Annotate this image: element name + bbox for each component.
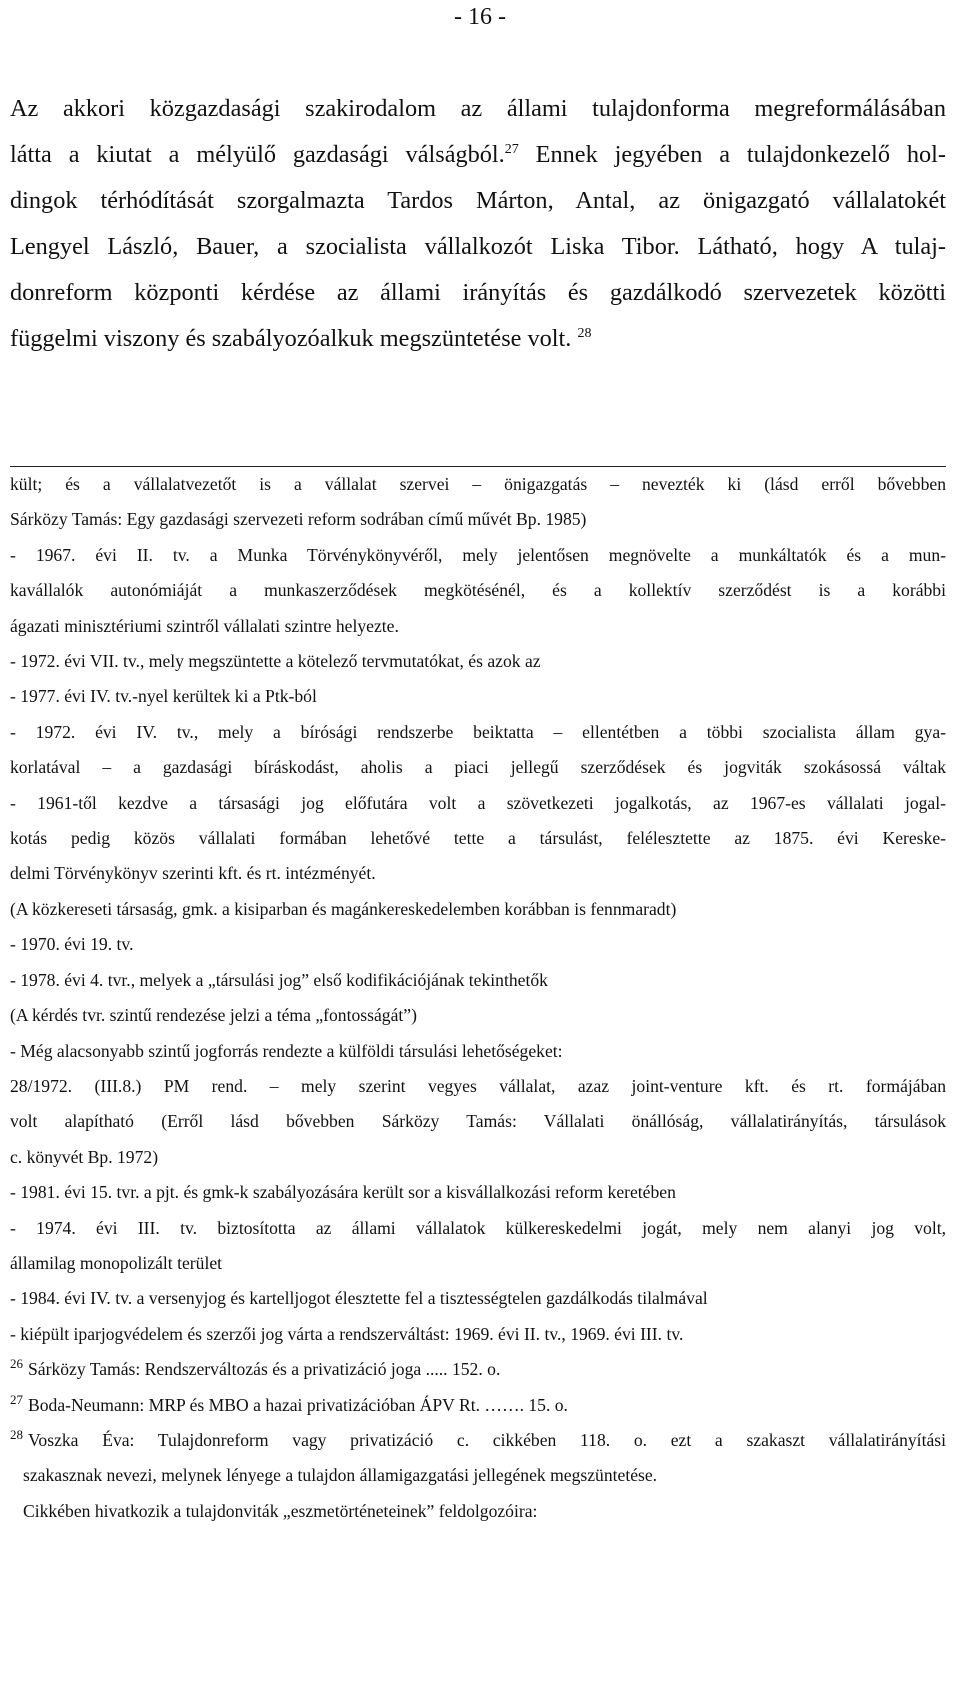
footnote-ref[interactable]: 28 bbox=[577, 325, 592, 341]
footnote-item bbox=[10, 1352, 946, 1387]
footnote-text: Sárközy Tamás: Rendszerváltozás és a privatizáció joga ..... 152. o. bbox=[28, 1359, 501, 1380]
footnote-ref[interactable]: 27 bbox=[504, 141, 519, 157]
footnote-text: (A közkereseti társaság, gmk. a kisiparban és magánkereskedelemben korábban is fennmaradt) bbox=[10, 898, 677, 919]
footnote-text: kült; és a vállalatvezetőt is a vállalat szervei – önigazgatás – nevezték ki (lásd erről bővebben bbox=[10, 474, 946, 494]
footnote-line bbox=[10, 750, 946, 785]
main-line: dingok térhódítását szorgalmazta Tardos Márton, Antal, az önigazgató vállalatokét bbox=[10, 187, 946, 214]
footnote-text: Boda-Neumann: MRP és MBO a hazai privatizációban ÁPV Rt. ……. 15. o. bbox=[28, 1394, 568, 1415]
footnote-text: delmi Törvénykönyv szerinti kft. és rt. intézményét. bbox=[10, 863, 376, 884]
footnote-line bbox=[10, 609, 946, 644]
footnote-text: - 1972. évi IV. tv., mely a bírósági rendszerbe beiktatta – ellentétben a többi szocialista állam gya- bbox=[10, 721, 946, 742]
footnote-item bbox=[10, 1388, 946, 1423]
main-line: donreform központi kérdése az állami irányítás és gazdálkodó szervezetek közötti bbox=[10, 279, 946, 306]
footnote-line bbox=[10, 1104, 946, 1139]
footnote-number: 26 bbox=[10, 1356, 23, 1372]
page-number: - 16 - bbox=[454, 4, 506, 30]
footnote-text: - 1981. évi 15. tvr. a pjt. és gmk-k szabályozására került sor a kisvállalkozási reform keretében bbox=[10, 1182, 676, 1203]
main-line: Az akkori közgazdasági szakirodalom az állami tulajdonforma megreformálásában bbox=[10, 95, 946, 122]
footnote-line bbox=[10, 502, 946, 537]
footnote-text: államilag monopolizált terület bbox=[10, 1252, 223, 1273]
footnote-text: Cikkében hivatkozik a tulajdonviták „eszmetörténeteinek” feldolgozóira: bbox=[23, 1500, 538, 1521]
main-line: látta a kiutat a mélyülő gazdasági válságból.$^{27}$ Ennek jegyében a tulajdonkezelő hol- bbox=[10, 141, 947, 168]
footnote-text: - 1978. évi 4. tvr., melyek a „társulási jog” első kodifikációjának tekinthetők bbox=[10, 969, 548, 990]
footnote-line bbox=[10, 1069, 946, 1104]
footnote-text: volt alapítható (Erről lásd bővebben Sárközy Tamás: Vállalati önállóság, vállalatirányítás, társulások bbox=[10, 1111, 946, 1132]
main-paragraph bbox=[10, 86, 946, 362]
main-line: Lengyel László, Bauer, a szocialista vállalkozót Liska Tibor. Látható, hogy A tulaj- bbox=[10, 233, 946, 260]
footnote-text: szakasznak nevezi, melynek lényege a tulajdon államigazgatási jellegének megszüntetése. bbox=[23, 1465, 658, 1486]
footnote-line bbox=[10, 927, 946, 962]
footnote-line bbox=[10, 1458, 946, 1493]
footnote-line bbox=[10, 1246, 946, 1281]
footnote-text: - 1970. évi 19. tv. bbox=[10, 934, 134, 955]
footnote-text: 28/1972. (III.8.) PM rend. – mely szerint vegyes vállalat, azaz joint-venture kft. és rt. formájában bbox=[10, 1075, 946, 1096]
footnotes bbox=[10, 467, 946, 1529]
footnote-text: Sárközy Tamás: Egy gazdasági szervezeti reform sodrában című művét Bp. 1985) bbox=[10, 509, 587, 530]
footnote-line bbox=[10, 998, 946, 1033]
footnote-number: 27 bbox=[10, 1391, 23, 1407]
footnote-text: ágazati minisztériumi szintről vállalati szintre helyezte. bbox=[10, 615, 399, 636]
footnote-line bbox=[10, 856, 946, 891]
footnote-line bbox=[10, 644, 946, 679]
footnote-line bbox=[10, 1317, 946, 1352]
footnote-line bbox=[10, 679, 946, 714]
footnote-text: - kiépült iparjogvédelem és szerzői jog várta a rendszerváltást: 1969. évi II. tv., 1969. évi III. tv. bbox=[10, 1323, 684, 1344]
footnote-text: - 1961-től kezdve a társasági jog előfutára volt a szövetkezeti jogalkotás, az 1967-es vállalati jogal- bbox=[10, 792, 946, 813]
footnote-text: kavállalók autonómiáját a munkaszerződések megkötésénél, és a kollektív szerződést is a korábbi bbox=[10, 580, 946, 601]
main-line: függelmi viszony és szabályozóalkuk megszüntetése volt. $^{28}$ bbox=[10, 325, 592, 352]
footnote-text: korlatával – a gazdasági bíráskodást, aholis a piaci jellegű szerződések és jogviták szokásossá váltak bbox=[10, 757, 946, 778]
footnote-line bbox=[10, 1211, 946, 1246]
footnote-text: kotás pedig közös vállalati formában lehetővé tette a társulást, felélesztette az 1875. évi Kereske- bbox=[10, 828, 946, 849]
footnote-text: - 1967. évi II. tv. a Munka Törvénykönyvéről, mely jelentősen megnövelte a munkáltatók és a mun- bbox=[10, 544, 946, 565]
footnote-line bbox=[10, 1281, 946, 1316]
footnote-line bbox=[10, 467, 946, 502]
footnote-line bbox=[10, 1494, 946, 1529]
footnote-text: Voszka Éva: Tulajdonreform vagy privatizáció c. cikkében 118. o. ezt a szakaszt vállalatirányítási bbox=[28, 1429, 946, 1450]
footnote-line bbox=[10, 1140, 946, 1175]
footnote-line bbox=[10, 1034, 946, 1069]
footnote-text: - 1974. évi III. tv. biztosította az állami vállalatok külkereskedelmi jogát, mely nem alanyi jog volt, bbox=[10, 1217, 946, 1238]
footnote-text: - Még alacsonyabb szintű jogforrás rendezte a külföldi társulási lehetőségeket: bbox=[10, 1040, 563, 1061]
footnote-text: c. könyvét Bp. 1972) bbox=[10, 1146, 159, 1167]
footnote-line bbox=[10, 1175, 946, 1210]
footnote-line bbox=[10, 786, 946, 821]
footnote-number: 28 bbox=[10, 1427, 23, 1443]
footnote-text: - 1977. évi IV. tv.-nyel kerültek ki a Ptk-ból bbox=[10, 686, 317, 707]
footnote-line bbox=[10, 821, 946, 856]
footnote-text: - 1972. évi VII. tv., mely megszüntette a kötelező tervmutatókat, és azok az bbox=[10, 651, 541, 672]
footnote-line bbox=[10, 963, 946, 998]
footnote-item bbox=[10, 1423, 946, 1458]
footnote-text: - 1984. évi IV. tv. a versenyjog és kartelljogot élesztette fel a tisztességtelen gazdálkodás tilalmával bbox=[10, 1288, 708, 1309]
footnote-line bbox=[10, 538, 946, 573]
footnote-line bbox=[10, 573, 946, 608]
footnote-text: (A kérdés tvr. szintű rendezése jelzi a téma „fontosságát”) bbox=[10, 1005, 417, 1026]
footnote-line bbox=[10, 715, 946, 750]
footnote-line bbox=[10, 892, 946, 927]
